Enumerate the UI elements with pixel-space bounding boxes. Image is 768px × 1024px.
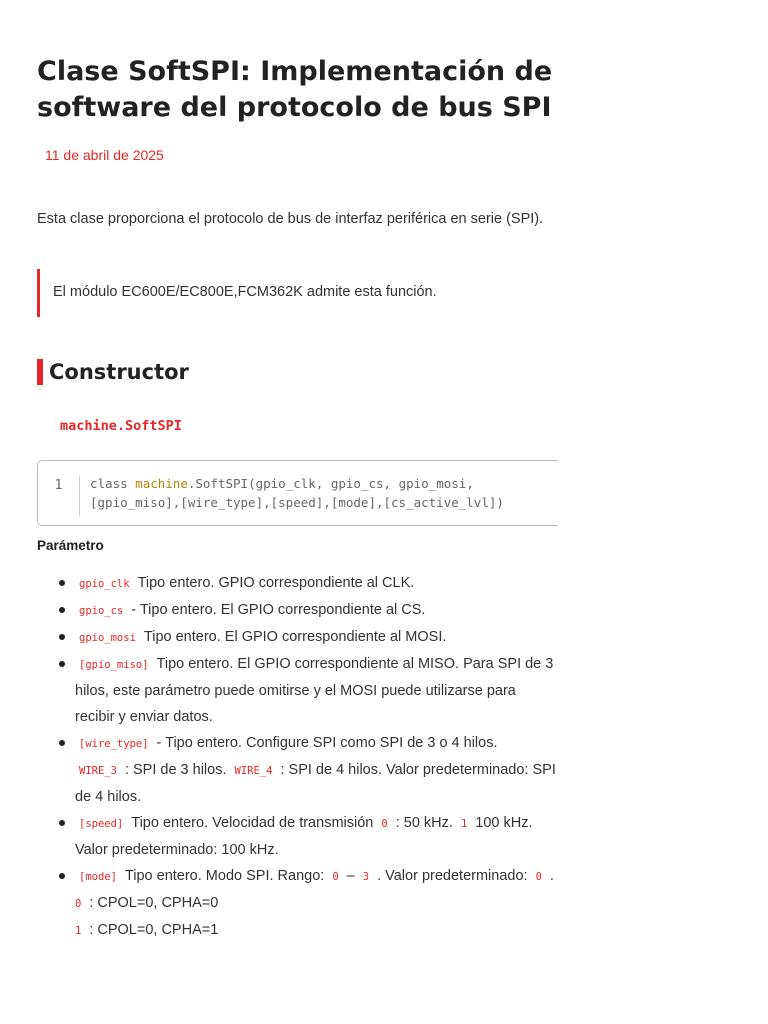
param-code: gpio_cs <box>79 605 124 617</box>
code-keyword: class <box>90 476 128 491</box>
list-item <box>37 863 557 890</box>
param-code: WIRE_4 <box>234 765 273 777</box>
mode-text: : CPOL=0, CPHA=0 <box>89 895 219 911</box>
param-text: - Tipo entero. El GPIO correspondiente al CS. <box>131 602 426 618</box>
list-item <box>37 597 557 624</box>
list-item <box>37 810 557 863</box>
param-code: [wire_type] <box>79 738 149 750</box>
param-code: [speed] <box>79 818 124 830</box>
constructor-name: machine.SoftSPI <box>60 418 182 434</box>
note-text: El módulo EC600E/EC800E,FCM362K admite esta función. <box>53 284 437 300</box>
param-text: Tipo entero. Velocidad de transmisión <box>131 815 374 831</box>
list-item <box>37 917 557 944</box>
code-line-number: 1 <box>38 476 80 516</box>
param-text: Tipo entero. El GPIO correspondiente al MISO. Para SPI de 3 hilos, este parámetro puede omitirse y el MOSI puede utilizarse para recibir y enviar datos. <box>75 656 554 725</box>
list-item <box>37 624 557 651</box>
param-code: [mode] <box>79 871 117 883</box>
param-text: . <box>549 868 554 884</box>
param-text: Tipo entero. GPIO correspondiente al CLK. <box>137 575 415 591</box>
param-text: - Tipo entero. Configure SPI como SPI de 3 o 4 hilos. <box>156 735 498 751</box>
param-text: : 50 kHz. <box>395 815 453 831</box>
params-heading: Parámetro <box>37 538 104 553</box>
param-text: : SPI de 3 hilos. <box>124 762 227 778</box>
param-code: 3 <box>362 871 370 883</box>
list-item <box>37 570 557 597</box>
code-line2: [gpio_miso],[wire_type],[speed],[mode],[cs_active_lvl]) <box>90 495 504 510</box>
param-text: : SPI de 4 hilos. Valor predeterminado: SPI de 4 hilos. <box>75 762 556 805</box>
param-text: Tipo entero. El GPIO correspondiente al MOSI. <box>143 629 447 645</box>
code-line1-rest: .SoftSPI(gpio_clk, gpio_cs, gpio_mosi, <box>187 476 474 491</box>
param-code: 0 <box>381 818 388 830</box>
page-title: Clase SoftSPI: Implementación de software del protocolo de bus SPI <box>37 56 553 123</box>
list-item <box>37 730 557 810</box>
code-module: machine <box>135 476 188 491</box>
section-heading-constructor: Constructor <box>37 359 189 385</box>
list-item <box>37 651 557 730</box>
param-code: 1 <box>460 818 468 830</box>
mode-code: 1 <box>75 925 82 937</box>
param-code: gpio_mosi <box>79 632 136 644</box>
code-block <box>37 460 558 526</box>
range-dash: – <box>346 868 355 884</box>
param-code: WIRE_3 <box>79 765 117 777</box>
param-code: 0 <box>332 871 339 883</box>
param-code: 0 <box>535 871 542 883</box>
mode-text: : CPOL=0, CPHA=1 <box>89 922 219 938</box>
intro-paragraph: Esta clase proporciona el protocolo de bus de interfaz periférica en serie (SPI). <box>37 211 544 227</box>
param-text: . Valor predeterminado: <box>377 868 528 884</box>
param-code: [gpio_miso] <box>79 659 149 671</box>
list-item <box>37 890 557 917</box>
mode-code: 0 <box>75 898 82 910</box>
publish-date: 11 de abril de 2025 <box>45 147 164 163</box>
code-content[interactable] <box>90 474 558 512</box>
param-code: gpio_clk <box>79 578 130 590</box>
note-callout <box>37 269 550 317</box>
param-text: 100 kHz. Valor predeterminado: 100 kHz. <box>75 815 533 858</box>
params-list <box>37 570 557 944</box>
param-text: Tipo entero. Modo SPI. Rango: <box>124 868 325 884</box>
